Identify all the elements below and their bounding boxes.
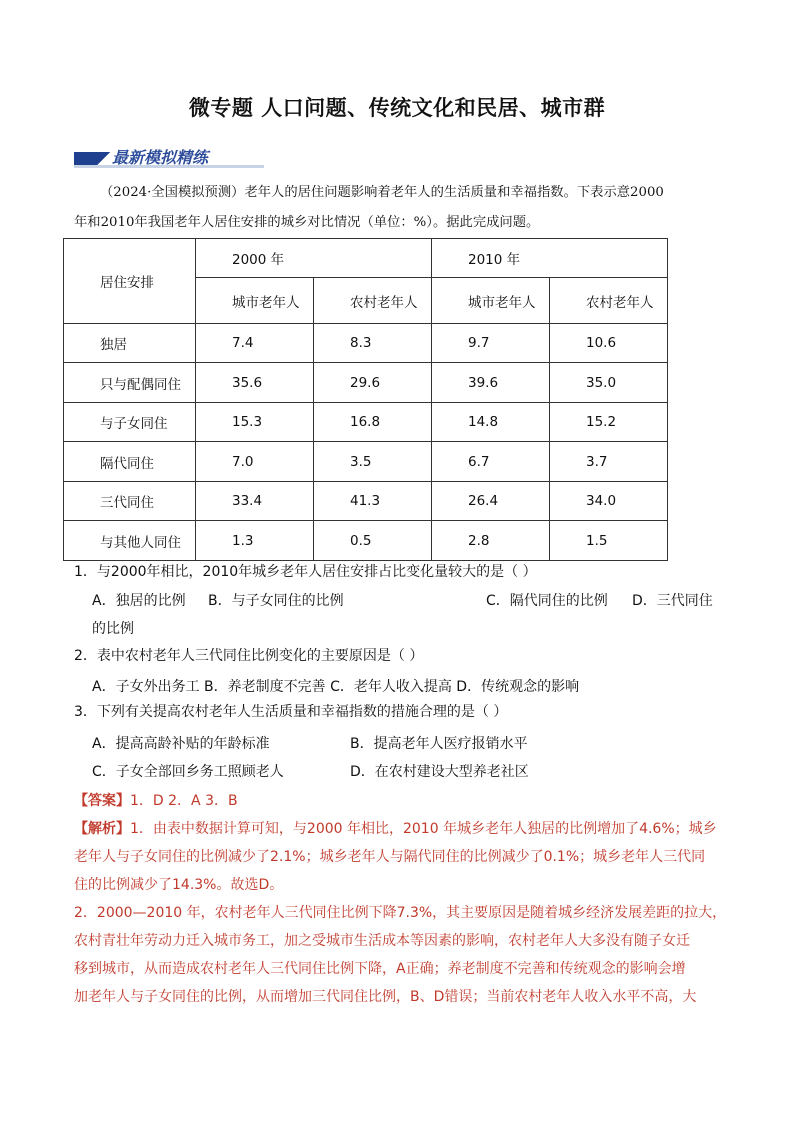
table-cell: 7.4 [196,324,314,363]
analysis-line: 2．2000—2010 年，农村老年人三代同住比例下降7.3%，其主要原因是随着城乡经济发展差距的拉大， [74,905,727,921]
question-1-option-d[interactable]: D．三代同住 [632,593,713,609]
section-bar-icon [74,152,112,166]
table-cell: 34.0 [550,482,668,521]
question-3-option-d[interactable]: D．在农村建设大型养老社区 [350,764,529,780]
question-2-options[interactable]: A．子女外出务工 B．养老制度不完善 C．老年人收入提高 D．传统观念的影响 [92,679,580,695]
table-cell: 3.5 [314,442,432,482]
table-cell: 16.8 [314,403,432,442]
table-cell: 2.8 [432,521,550,561]
question-3-option-a[interactable]: A．提高高龄补贴的年龄标准 [92,736,270,752]
question-1-option-b[interactable]: B．与子女同住的比例 [208,593,344,609]
question-1-option-c[interactable]: C．隔代同住的比例 [486,593,608,609]
table-cell: 1.3 [196,521,314,561]
question-1-option-a[interactable]: A．独居的比例 [92,593,186,609]
table-row-header: 居住安排 [64,239,196,324]
table-cell: 8.3 [314,324,432,363]
table-cell: 9.7 [432,324,550,363]
table-year-header-row [64,239,668,278]
table-cell: 6.7 [432,442,550,482]
intro-line-2: 年和2010年我国老年人居住安排的城乡对比情况（单位：%）。据此完成问题。 [74,215,540,230]
table-cell: 3.7 [550,442,668,482]
analysis-line [74,815,734,843]
section-header [74,144,264,170]
table-row-label: 与其他人同住 [64,521,196,561]
table-row [64,363,668,403]
living-arrangement-table [63,238,668,561]
table-row [64,521,668,561]
table-row [64,442,668,482]
question-3-stem: 3．下列有关提高农村老年人生活质量和幸福指数的措施合理的是（ ） [74,704,508,720]
analysis-line: 加老年人与子女同住的比例，从而增加三代同住比例，B、D错误；当前农村老年人收入水平不高，大 [74,989,697,1005]
analysis-line: 移到城市，从而造成农村老年人三代同住比例下降，A正确；养老制度不完善和传统观念的影响会增 [74,961,686,977]
table-cell: 15.2 [550,403,668,442]
intro-line-1: （2024·全国模拟预测）老年人的居住问题影响着老年人的生活质量和幸福指数。下表示意2000 [100,185,664,200]
analysis-label: 【解析】 [74,821,130,837]
table-cell: 33.4 [196,482,314,521]
table-cell: 14.8 [432,403,550,442]
table-subheader: 农村老年人 [550,278,668,324]
table-cell: 26.4 [432,482,550,521]
table-cell: 7.0 [196,442,314,482]
table-row [64,403,668,442]
answer-text: 1．D 2．A 3．B [130,793,238,809]
question-3-option-c[interactable]: C．子女全部回乡务工照顾老人 [92,764,284,780]
table-year-2000: 2000 年 [196,239,432,278]
table-subheader: 农村老年人 [314,278,432,324]
table-cell: 29.6 [314,363,432,403]
question-1-option-d-wrap: 的比例 [92,621,134,637]
question-1-stem: 1．与2000年相比，2010年城乡老年人居住安排占比变化量较大的是（ ） [74,564,537,580]
intro-paragraph [74,178,724,238]
table-row-label: 独居 [64,324,196,363]
table-cell: 39.6 [432,363,550,403]
analysis-line: 农村青壮年劳动力迁入城市务工，加之受城市生活成本等因素的影响，农村老年人大多没有随子女迁 [74,933,690,949]
table-row-label: 与子女同住 [64,403,196,442]
question-2-stem: 2．表中农村老年人三代同住比例变化的主要原因是（ ） [74,648,424,664]
table-cell: 41.3 [314,482,432,521]
table-cell: 35.6 [196,363,314,403]
table-cell: 15.3 [196,403,314,442]
table-row-label: 三代同住 [64,482,196,521]
table-cell: 0.5 [314,521,432,561]
table-row-label: 只与配偶同住 [64,363,196,403]
table-subheader: 城市老年人 [196,278,314,324]
page-title: 微专题 人口问题、传统文化和民居、城市群 [188,96,606,120]
table-row [64,482,668,521]
table-row-label: 隔代同住 [64,442,196,482]
answer-line [74,787,734,815]
analysis-text: 1．由表中数据计算可知，与2000 年相比，2010 年城乡老年人独居的比例增加了4.6%；城乡 [130,821,717,837]
table-subheader: 城市老年人 [432,278,550,324]
table-cell: 35.0 [550,363,668,403]
analysis-line: 住的比例减少了14.3%。故选D。 [74,877,284,893]
table-cell: 10.6 [550,324,668,363]
analysis-line: 老年人与子女同住的比例减少了2.1%；城乡老年人与隔代同住的比例减少了0.1%；城乡老年人三代同 [74,849,706,865]
table-cell: 1.5 [550,521,668,561]
answer-label: 【答案】 [74,793,130,809]
analysis-paragraph-2 [74,899,734,1011]
table-year-2010: 2010 年 [432,239,668,278]
section-header-label: 最新模拟精练 [112,148,209,167]
table-row [64,324,668,363]
question-3-option-b[interactable]: B．提高老年人医疗报销水平 [350,736,528,752]
analysis-paragraph-1 [74,815,734,899]
